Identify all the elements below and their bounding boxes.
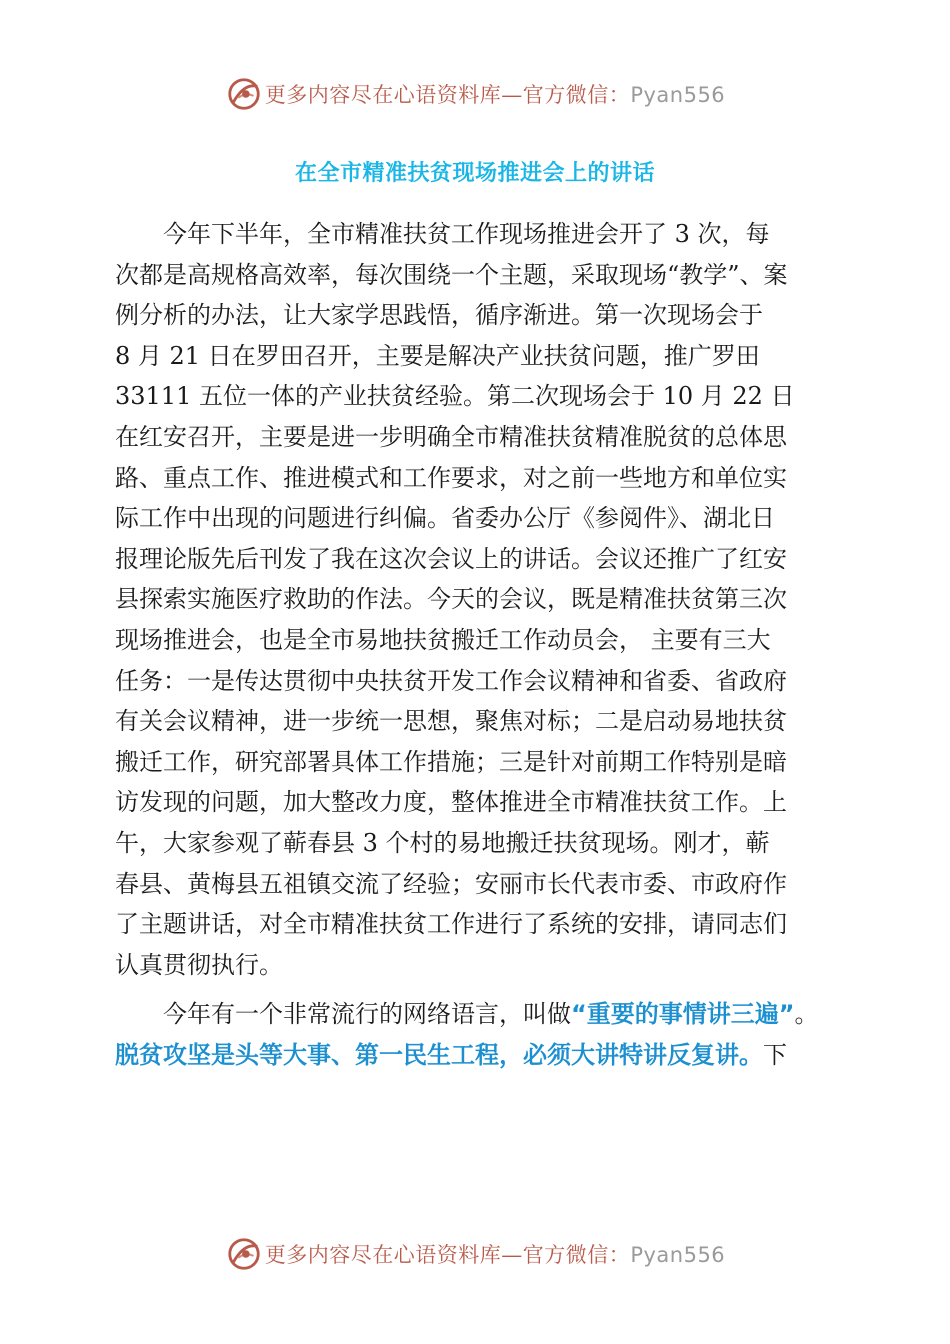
text-line: 报理论版先后刊发了我在这次会议上的讲话。会议还推广了红安 xyxy=(115,544,787,573)
text-line: 33111 五位一体的产业扶贫经验。第二次现场会于 10 月 22 日 xyxy=(115,382,795,411)
highlight-phrase: “重要的事情讲三遍” xyxy=(571,1000,795,1028)
document-title: 在全市精准扶贫现场推进会上的讲话 xyxy=(294,161,655,186)
text-line: 在红安召开，主要是进一步明确全市精准扶贫精准脱贫的总体思 xyxy=(115,422,787,451)
text-line: 午，大家参观了蕲春县 3 个村的易地搬迁扶贫现场。刚才，蕲 xyxy=(115,828,770,857)
brand-logo-icon xyxy=(225,75,263,113)
header-banner xyxy=(0,74,950,114)
text-line: 了主题讲话，对全市精准扶贫工作进行了系统的安排，请同志们 xyxy=(115,910,787,939)
text-line: 县探索实施医疗救助的作法。今天的会议，既是精准扶贫第三次 xyxy=(115,585,787,614)
text-line: 次都是高规格高效率，每次围绕一个主题，采取现场“教学”、案 xyxy=(115,260,788,289)
text-line: 路、重点工作、推进模式和工作要求，对之前一些地方和单位实 xyxy=(115,463,787,492)
text-line: 8 月 21 日在罗田召开，主要是解决产业扶贫问题，推广罗田 xyxy=(115,341,760,370)
text-line: 认真贯彻执行。 xyxy=(115,950,283,979)
banner-wechat-id: Pyan556 xyxy=(630,83,726,107)
text-line: 任务：一是传达贯彻中央扶贫开发工作会议精神和省委、省政府 xyxy=(115,666,787,695)
text-line: 例分析的办法，让大家学思践悟，循序渐进。第一次现场会于 xyxy=(115,301,763,330)
text-line: 访发现的问题，加大整改力度，整体推进全市精准扶贫工作。上 xyxy=(115,788,787,817)
text-line: 春县、黄梅县五祖镇交流了经验；安丽市长代表市委、市政府作 xyxy=(115,869,787,898)
banner-text: 更多内容尽在心语资料库—官方微信：Pyan556 xyxy=(264,1243,726,1267)
highlight-sentence: 脱贫攻坚是头等大事、第一民生工程，必须大讲特讲反复讲。 xyxy=(115,1040,763,1069)
brand-logo-icon xyxy=(225,1235,263,1273)
banner-text: 更多内容尽在心语资料库—官方微信：Pyan556 xyxy=(264,83,726,107)
text-line: 今年有一个非常流行的网络语言，叫做“重要的事情讲三遍”。 xyxy=(115,1000,819,1028)
footer-banner xyxy=(0,1234,950,1274)
text-line: 今年下半年，全市精准扶贫工作现场推进会开了 3 次，每 xyxy=(115,220,770,248)
paragraph-1 xyxy=(115,214,837,985)
text-line: 搬迁工作，研究部署具体工作措施；三是针对前期工作特别是暗 xyxy=(115,747,787,776)
text-line: 有关会议精神，进一步统一思想，聚焦对标；二是启动易地扶贫 xyxy=(115,707,787,736)
text-line: 际工作中出现的问题进行纠偏。省委办公厅《参阅件》、湖北日 xyxy=(115,504,775,533)
text-line: 脱贫攻坚是头等大事、第一民生工程，必须大讲特讲反复讲。下 xyxy=(115,1040,787,1069)
text-line: 现场推进会，也是全市易地扶贫搬迁工作动员会， 主要有三大 xyxy=(115,625,771,654)
paragraph-2 xyxy=(115,994,837,1075)
banner-wechat-id: Pyan556 xyxy=(630,1243,726,1267)
